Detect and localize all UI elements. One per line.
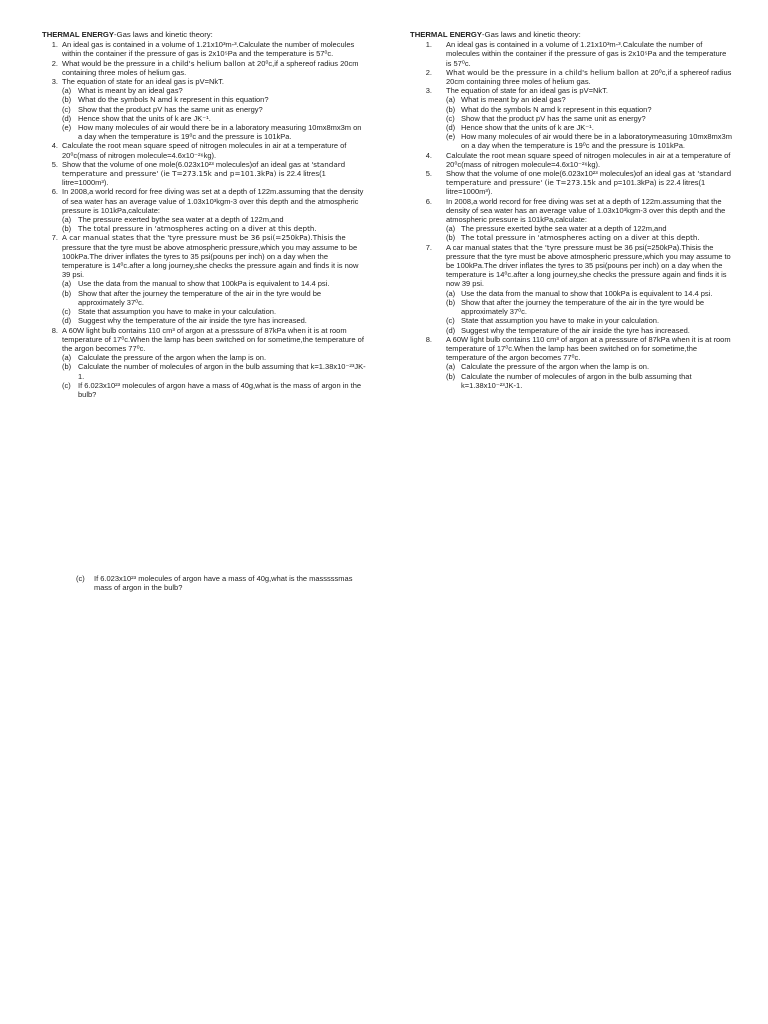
question-item xyxy=(42,326,367,400)
subquestion-text: If 6.023x10²³ molecules of argon have a mass of 40g,what is the mass of argon in the bulb? xyxy=(78,380,362,399)
subquestion-item xyxy=(446,316,732,325)
subquestion-list xyxy=(62,353,367,399)
subquestion-text: Calculate the pressure of the argon when the lamp is on. xyxy=(461,362,650,372)
subquestion-item xyxy=(62,381,367,399)
subquestion-letter: (a) xyxy=(62,279,72,289)
question-text-part: p=101.3kPa) is 22.4 litres(1 litre=1000m³). xyxy=(446,178,706,197)
subquestion-letter: (b) xyxy=(446,104,456,114)
question-item xyxy=(42,141,367,159)
question-item xyxy=(410,151,732,169)
subquestion-item xyxy=(446,372,732,390)
subquestion-text: Calculate the number of molecules of argon in the bulb assuming that k=1.38x10⁻²³JK-1. xyxy=(461,371,692,390)
question-item xyxy=(42,59,367,77)
question-number: 7 . xyxy=(44,233,58,242)
question-text: A 60W light bulb contains 110 cm³ of argon at a presssure of 87kPa when it is at room temperature of 17⁰c.When the lamp has been switched on for sometime,the temperature of the argon becomes 77⁰c. xyxy=(62,325,364,353)
subquestion-text: Show that after the journey the temperature of the air in the tyre would be approximately 37⁰c. xyxy=(461,297,705,317)
subquestion-list xyxy=(62,215,367,233)
question-text: An ideal gas is contained in a volume of 1.21x10³m-³.Calculate the number of molecules within the container if the pressure of gas is 2x10⁵Pa and the temperature is 57⁰c. xyxy=(446,40,727,68)
question-text-part: Show that the volume of one mole(6.023x10²³ molecules)of an ideal gas at xyxy=(62,159,312,169)
highlighted-text: The total pressure in 'atmospheres acting on a diver at this depth. xyxy=(78,224,317,234)
question-item xyxy=(410,197,732,243)
question-number: 4 . xyxy=(44,141,58,150)
subquestion-letter: (b) xyxy=(62,224,72,234)
question-text: Calculate the root mean square speed of nitrogen molecules in air at a temperature of 20⁰c(mass of nitrogen molecule=4.6x10⁻²⁶kg). xyxy=(446,150,731,169)
subquestion-item xyxy=(62,353,367,362)
subquestion-text: Show that after the journey the temperature of the air in the tyre would be approximately 37⁰c. xyxy=(78,288,322,307)
subquestion-text: Use the data from the manual to show that 100kPa is equivalent to 14.4 psi. xyxy=(461,288,713,298)
subquestion-list xyxy=(62,86,367,141)
title-bold: THERMAL ENERGY xyxy=(42,30,115,39)
subquestion-letter: (d) xyxy=(62,113,72,123)
highlighted-text: A car manual states that the 'tyre pressure must be 36 psi(=250kPa).Thisis xyxy=(62,233,334,243)
question-item xyxy=(410,243,732,335)
subquestion-list xyxy=(446,224,732,242)
question-item xyxy=(42,40,367,58)
question-item xyxy=(410,86,732,150)
question-item xyxy=(42,233,367,325)
subquestion-item xyxy=(446,326,732,335)
subquestion-list xyxy=(446,362,732,390)
subquestion-text: Show that the product pV has the same unit as energy? xyxy=(78,104,263,114)
subquestion-letter: (a) xyxy=(446,95,456,105)
subquestion-item xyxy=(446,298,732,316)
subquestion-text: State that assumption you have to make in your calculation. xyxy=(78,307,277,317)
question-number: 7 . xyxy=(418,243,432,252)
question-number: 2 . xyxy=(418,68,432,77)
subquestion-letter: (b) xyxy=(446,233,456,243)
question-text-part: 20⁰c,if a sphereof radius 20cm containing three moles of helium gas. xyxy=(446,67,732,87)
question-number: 6 . xyxy=(418,197,432,206)
question-item xyxy=(42,77,367,141)
subquestion-text: Suggest why the temperature of the air inside the tyre has increased. xyxy=(461,325,690,335)
subquestion-text: How many molecules of air would there be in a laboratorymeasuring 10mx8mx3m on a day when the temperature is 19⁰c and the pressure is 101kPa. xyxy=(461,132,732,151)
subquestion-text: Calculate the number of molecules of argon in the bulb assuming that k=1.38x10⁻²³JK-1. xyxy=(78,362,366,381)
question-text: The equation of state for an ideal gas is pV=NkT. xyxy=(446,86,608,96)
page-title xyxy=(42,30,367,39)
subquestion-item xyxy=(62,289,367,307)
question-number: 3 . xyxy=(418,86,432,95)
subquestion-text: What do the symbols N amd k represent in this equation? xyxy=(461,104,652,114)
subquestion-text: If 6.023x10²³ molecules of argon have a mass of 40g,what is the masssssmas mass of argon in the bulb? xyxy=(94,574,353,593)
subquestion-item xyxy=(446,233,732,242)
subquestion-item xyxy=(446,362,732,371)
subquestion-list xyxy=(62,279,367,325)
question-text-part: What would be the pressure in a xyxy=(62,58,172,68)
question-number: 3 . xyxy=(44,77,58,86)
question-item xyxy=(42,160,367,188)
question-text: In 2008,a world record for free diving was set at a depth of 122m.assuming that the density of sea water has an average value of 1.03x10³kgm-3 over this depth and the atmospheric pressure is 101kPa,calculate: xyxy=(446,196,726,225)
subquestion-letter: (e) xyxy=(446,132,456,142)
subquestion-letter: (a) xyxy=(446,362,456,372)
question-text-part: sure must be 36 psi(=250kPa).Thisis the pressure that the tyre must be above atmospheric pressure,which you may assume to be 100kPa.The driver inflates the tyres to 35 psi(pouns per inch) on a day when the temperature is 14⁰c.after a long journey,she checks the pressure again and finds it is now 39 psi. xyxy=(446,242,731,289)
subquestion-letter: (b) xyxy=(62,288,72,298)
subquestion-item xyxy=(62,86,367,95)
subquestion-item xyxy=(62,123,367,141)
question-text: A 60W light bulb contains 110 cm³ of argon at a presssure of 87kPa when it is at room temperature of 17⁰c.When the lamp has been switched on for sometime,the temperature of the argon becomes 77⁰c. xyxy=(446,334,731,363)
subquestion-letter: (a) xyxy=(62,215,72,225)
subquestion-item xyxy=(62,279,367,288)
page-title xyxy=(410,30,732,39)
subquestion-letter: (a) xyxy=(62,353,72,363)
question-number: 5 . xyxy=(418,169,432,178)
question-list xyxy=(42,40,367,399)
subquestion-list xyxy=(446,95,732,150)
question-item xyxy=(410,40,732,68)
question-text-part: 20⁰c,if a sphereof radius 20cm containing three moles of helium gas. xyxy=(62,58,359,77)
title-bold: THERMAL ENERGY xyxy=(410,30,483,39)
subquestion-letter: (b) xyxy=(446,371,456,381)
subquestion-letter: (e) xyxy=(62,123,72,133)
highlighted-text: What would be the pressure in a child's helium ballon at xyxy=(446,67,649,77)
subquestion-text: The pressure exerted bythe sea water at a depth of 122m,and xyxy=(78,215,284,225)
question-text-part: the pressure that the tyre must be above atmospheric pressure,which you may assume to be 100kPa.The driver inflates the tyres to 35 psi(pouns per inch) on a day when the temperature is 14⁰c.after a long journey,she checks the pressure again and finds it is now 39 psi. xyxy=(62,233,359,280)
subquestion-letter: (a) xyxy=(62,86,72,96)
subquestion-item xyxy=(62,95,367,104)
question-number: 5 . xyxy=(44,160,58,169)
subquestion-letter: (c) xyxy=(62,104,71,114)
question-text: Calculate the root mean square speed of nitrogen molecules in air at a temperature of 20⁰c(mass of nitrogen molecule=4.6x10⁻²⁶kg). xyxy=(62,141,347,160)
question-text xyxy=(446,243,731,289)
subquestion-text: The pressure exerted bythe sea water at a depth of 122m,and xyxy=(461,224,667,234)
subquestion-item xyxy=(446,123,732,132)
question-text-part: A car manual states xyxy=(446,242,514,252)
subquestion-text: Hence show that the units of k are JK⁻¹. xyxy=(78,113,211,123)
subquestion-text: What is meant by an ideal gas? xyxy=(461,95,566,105)
title-rest: -Gas laws and kinetic theory: xyxy=(114,30,213,39)
subquestion-text: What is meant by an ideal gas? xyxy=(78,86,183,96)
highlighted-text: child's helium ballon at xyxy=(171,58,255,68)
question-number: 6 . xyxy=(44,187,58,196)
subquestion-text: Calculate the pressure of the argon when the lamp is on. xyxy=(78,353,267,363)
question-text xyxy=(62,160,345,187)
question-item xyxy=(410,169,732,197)
subquestion-letter: (c) xyxy=(62,307,71,317)
highlighted-text: that the 'tyre pres xyxy=(513,242,579,252)
question-text: The equation of state for an ideal gas is pV=NkT. xyxy=(62,77,224,87)
subquestion-letter: (d) xyxy=(446,123,456,133)
question-text: An ideal gas is contained in a volume of 1.21x10³m-³.Calculate the number of molecules within the container if the pressure of gas is 2x10⁵Pa and the temperature is 57⁰c. xyxy=(62,40,355,59)
subquestion-letter: (c) xyxy=(446,316,455,326)
subquestion-item xyxy=(62,362,367,380)
subquestion-item xyxy=(446,114,732,123)
subquestion-item xyxy=(446,132,732,150)
subquestion-item xyxy=(62,215,367,224)
subquestion-text: Show that the product pV has the same unit as energy? xyxy=(461,113,646,123)
highlighted-text: gas at 'standard temperature and pressure' (ie T=273.15k and xyxy=(446,169,732,188)
question-text xyxy=(62,59,358,77)
right-column xyxy=(410,30,732,390)
subquestion-item xyxy=(446,95,732,104)
subquestion-item xyxy=(446,289,732,298)
subquestion-letter: (c) xyxy=(76,574,85,583)
subquestion-item xyxy=(62,316,367,325)
question-number: 1 . xyxy=(418,40,432,49)
question-text xyxy=(446,68,731,86)
question-text xyxy=(446,169,731,196)
subquestion-letter: (c) xyxy=(446,113,455,123)
question-item xyxy=(410,68,732,86)
subquestion-letter: (b) xyxy=(446,297,456,307)
question-number: 4 . xyxy=(418,151,432,160)
question-number: 8 . xyxy=(44,326,58,335)
question-text: In 2008,a world record for free diving was set at a depth of 122m.assuming that the density of sea water has an average value of 1.03x10³kgm-3 over this depth and the atmospheric pressure is 101kPa,calculate: xyxy=(62,187,364,215)
question-text xyxy=(62,233,358,279)
subquestion-item xyxy=(62,307,367,316)
subquestion-item xyxy=(62,224,367,233)
question-number: 2 . xyxy=(44,59,58,68)
subquestion-text: Hence show that the units of k are JK⁻¹. xyxy=(461,123,594,133)
subquestion-item xyxy=(446,105,732,114)
question-item xyxy=(42,187,367,233)
question-number: 1 . xyxy=(44,40,58,49)
title-rest: -Gas laws and kinetic theory: xyxy=(482,30,581,39)
subquestion-list xyxy=(446,289,732,335)
subquestion-text: What do the symbols N amd k represent in this equation? xyxy=(78,95,269,105)
highlighted-text: 'standard temperature and pressure' (ie T=273.15k and p=101.3kPa) is xyxy=(62,159,346,179)
left-column xyxy=(42,30,367,399)
question-number: 8 . xyxy=(418,335,432,344)
question-text-part: 22.4 litres(1 litre=1000m³). xyxy=(62,169,326,188)
subquestion-letter: (a) xyxy=(446,288,456,298)
question-list xyxy=(410,40,732,390)
subquestion-letter: (d) xyxy=(62,316,72,326)
subquestion-letter: (c) xyxy=(62,380,71,390)
subquestion-text: State that assumption you have to make in your calculation. xyxy=(461,316,660,326)
subquestion-item xyxy=(446,224,732,233)
subquestion-text: Use the data from the manual to show that 100kPa is equivalent to 14.4 psi. xyxy=(78,279,330,289)
subquestion-letter: (a) xyxy=(446,224,456,234)
question-text-part: Show that the volume of one mole(6.023x10²³ molecules)of an ideal xyxy=(446,169,673,179)
orphan-subquestion xyxy=(78,574,368,592)
subquestion-letter: (d) xyxy=(446,325,456,335)
question-item xyxy=(410,335,732,390)
subquestion-item xyxy=(62,114,367,123)
subquestion-letter: (b) xyxy=(62,362,72,372)
subquestion-text: How many molecules of air would there be in a laboratory measuring 10mx8mx3m on a day when the temperature is 19⁰c and the pressure is 101kPa. xyxy=(78,123,362,142)
highlighted-text: The total pressure in 'atmospheres acting on a diver at this depth. xyxy=(461,233,700,243)
subquestion-text: Suggest why the temperature of the air inside the tyre has increased. xyxy=(78,316,307,326)
subquestion-letter: (b) xyxy=(62,95,72,105)
subquestion-item xyxy=(62,105,367,114)
